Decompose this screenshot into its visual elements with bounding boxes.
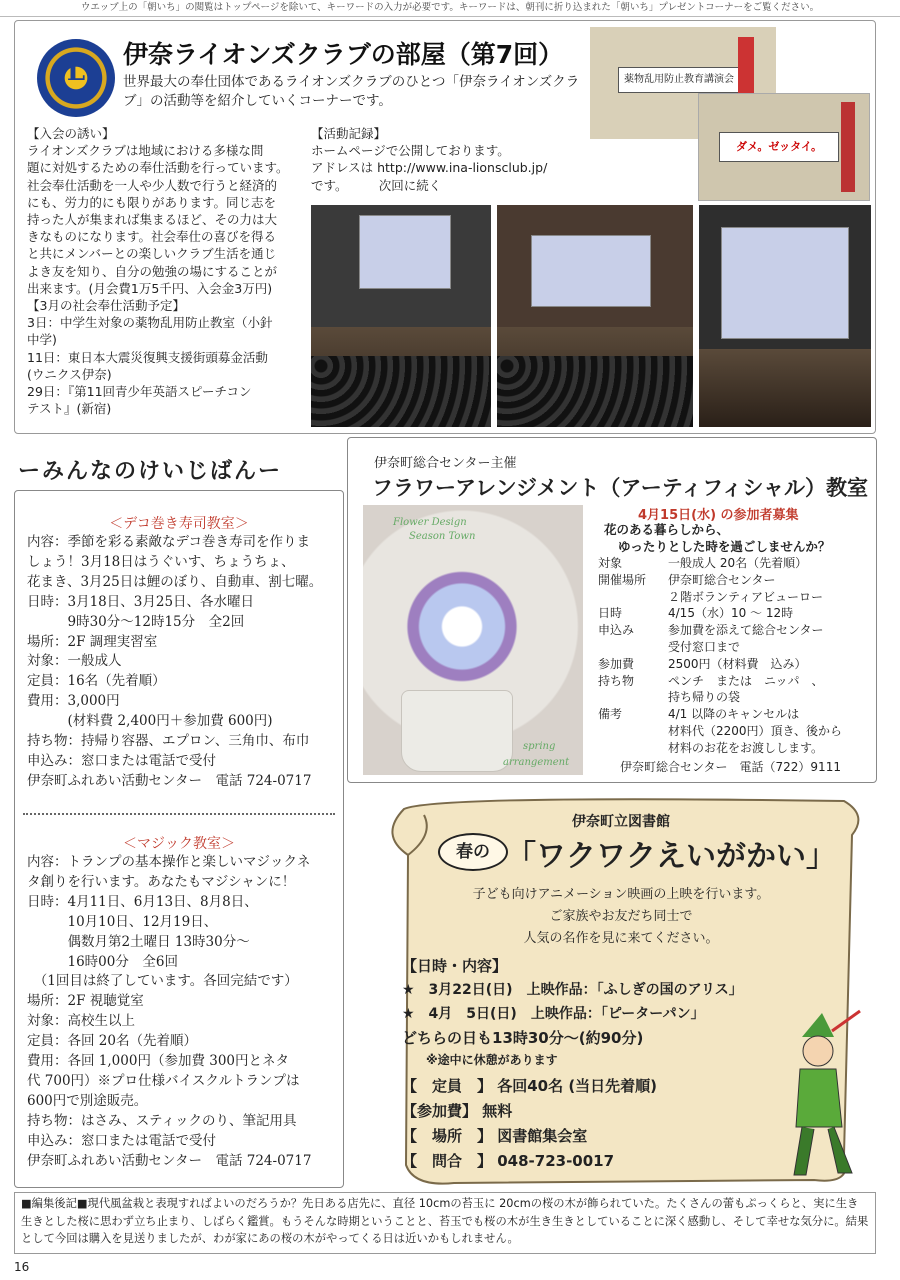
season-badge: 春の [438,833,508,871]
text-line: 場所：2F 視聴覚室 [27,993,144,1010]
detail-value: 一般成人 20名（先着順） [668,556,808,570]
text-line: 中学) [27,332,57,348]
detail-key: 備考 [598,707,623,722]
text-line: 費用：各回 1,000円（参加費 300円とネタ [27,1053,289,1070]
text-line: 内容：季節を彩る素敵なデコ巻き寿司を作りま [27,534,310,550]
text-line: ライオンズクラブは地域における多様な問 [27,143,264,159]
text-line: 600円で別途販売。 [27,1092,148,1109]
detail-key [598,740,668,757]
keijiban-box [14,490,344,1188]
flower-detail-row [598,689,868,706]
flower-detail-row [598,589,868,606]
library-desc-2: ご家族やお友だち同士で [549,909,693,924]
hall-photo-3 [699,205,871,427]
peter-pan-illustration-icon [772,1007,862,1183]
screening-time: どちらの日も13時30分～(約90分) [402,1029,644,1047]
text-line: 定員：16名（先着順） [27,673,166,690]
web-access-note: ウエッブ上の「朝いち」の閲覧はトップページを除いて、キーワードの入力が必要です。キーワードは、朝刊に折り込まれた「朝いち」プレゼントコーナーをご覧ください。 [0,0,900,17]
detail-key [598,689,668,706]
editor-note: ■編集後記■現代風盆栽と表現すればよいのだろうか？先日ある店先に、直径 10cmの苔玉に 20cmの桜の木が飾られていた。たくさんの蕾もぷっくらと、実に生き生きとした桜に思わず立ち止まり、しばらく鑑賞。もうそんな時期ということと、苔玉でも桜の木が生き生きとしていることに深く感動し、そして幸せな気分に。結果として今回は購入を見送りましたが、わが家にあの桜の木がやってくる日は近いかもしれません。 [14,1192,876,1254]
text-line: 伊奈町ふれあい活動センター 電話 724-0717 [27,1152,312,1169]
detail-value: ペンチ または ニッパ 、 [668,673,824,688]
invite-text [27,142,317,297]
flower-recruit: 4月15日(水) の参加者募集 [638,508,799,523]
capacity: 【 定員 】 各回40名 (当日先着順) [402,1077,658,1095]
lions-intro: 世界最大の奉仕団体であるライオンズクラブのひとつ「伊奈ライオンズクラブ」の活動等を紹介していくコーナーです。 [123,74,580,109]
photo-caption-1: Flower Design [393,517,467,528]
text-line: (材料費 2,400円＋参加費 600円) [27,713,273,730]
text-line: 場所：2F 調理実習室 [27,633,158,650]
text-line: 伊奈町ふれあい活動センター 電話 724-0717 [27,772,312,789]
hall-photo-2 [497,205,693,427]
invite-heading: 【入会の誘い】 [27,126,115,141]
flower-detail-row [598,555,868,572]
flower-detail-row [598,706,868,723]
magic-class-text [27,853,337,1172]
text-line: （1回目は終了しています。各回完結です） [27,973,298,990]
flower-detail-row [598,723,868,740]
text-line: 日時：4月11日、6月13日、8月8日、 [27,893,258,910]
banner-sign-2: ダメ。ゼッタイ。 [719,132,839,162]
text-line: (ウニクス伊奈) [27,366,112,382]
text-line: 3日：中学生対象の薬物乱用防止教室（小針 [27,315,273,331]
text-line: にも、労力的にも限りがあります。同じ志を [27,194,277,210]
text-line: よき友を知り、自分の勉強の場にすることが [27,263,278,279]
text-line: テスト』(新宿) [27,401,112,417]
banner-flag-2 [841,102,855,192]
flower-catch-2: ゆったりとした時を過ごしませんか？ [618,539,831,554]
detail-key: 参加費 [598,656,635,671]
photo-caption-2: Season Town [409,531,476,542]
flower-detail-row [598,605,868,622]
separator [23,813,335,815]
lions-left-column [27,125,317,417]
activity-record [311,125,601,194]
text-line: 花まき、3月25日は鯉のぼり、自動車、割七曜。 [27,573,323,590]
text-line: 29日：『第11回青少年英語スピーチコン [27,384,252,400]
contact-phone: 【 問合 】 048-723-0017 [402,1152,615,1170]
detail-key [598,639,668,656]
plan-text [27,314,317,417]
break-note: ※途中に休憩があります [426,1053,558,1067]
flower-arrangement-photo [363,505,583,775]
detail-key: 申込み [598,623,635,638]
text-line: 代 700円）※プロ仕様バイスクルトランプは [27,1072,300,1089]
detail-value: 受付窓口まで [668,639,741,654]
plan-heading: 【3月の社会奉仕活動予定】 [27,298,185,314]
text-line: 日時：3月18日、3月25日、各水曜日 [27,593,255,610]
text-line: 対象：高校生以上 [27,1013,135,1030]
text-line: 内容：トランプの基本操作と楽しいマジックネ [27,854,311,870]
text-line: しょう！3月18日はうぐいす、ちょうちょ、 [27,553,295,570]
screening-1: ★ 3月22日(日) 上映作品：「ふしぎの国のアリス」 [402,982,743,998]
flower-detail-row [598,740,868,757]
text-line: 対象：一般成人 [27,653,122,670]
banner-sign-1: 薬物乱用防止教育講演会 [618,67,740,93]
text-line: 定員：各回 20名（先着順） [27,1033,197,1050]
text-line: 10月10日、12月19日、 [27,913,218,930]
text-line: 申込み：窓口または電話で受付 [27,1132,216,1149]
detail-value: 持ち帰りの袋 [668,690,741,705]
flower-detail-row [598,673,868,690]
detail-value: 4/15（水）10 ～ 12時 [668,606,794,621]
text-line: 申込み：窓口または電話で受付 [27,752,216,769]
record-heading: 【活動記録】 [311,126,387,141]
place: 【 場所 】 図書館集会室 [402,1127,588,1145]
text-line: 題に対処するための奉仕活動を行っています。 [27,160,289,176]
sushi-class-heading: ＜デコ巻き寿司教室＞ [109,516,249,532]
fee: 【参加費】 無料 [402,1102,513,1120]
text-line: 16時00分 全6回 [27,953,178,970]
text-line: タ創りを行います。あなたもマジシャンに！ [27,873,296,890]
flower-detail-row [598,656,868,673]
keijiban-title: ーみんなのけいじばんー [18,459,283,484]
text-line: 持った人が集まれば集まるほど、その力は大 [27,212,278,228]
sushi-class-text [27,533,337,792]
text-line: きなものになります。社会奉仕の喜びを得る [27,229,277,245]
flower-detail-row [598,572,868,589]
record-text [311,142,601,194]
text-line: と共にメンバーとの楽しいクラブ生活を通じ [27,246,277,262]
hall-photo-1 [311,205,491,427]
text-line: 偶数月第2土曜日 13時30分～ [27,933,250,950]
photo-caption-4: arrangement [503,757,570,768]
photo-caption-3: spring [523,741,556,752]
detail-value: ２階ボランティアビューロー [668,589,824,604]
text-line: 費用：3,000円 [27,693,120,710]
flower-sponsor: 伊奈町総合センター主催 [374,456,517,471]
detail-value: 材料代（2200円）頂き、後から [668,723,843,738]
schedule-heading: 【日時・内容】 [402,957,508,975]
flower-details [598,555,868,757]
detail-value: 4/1 以降のキャンセルは [668,707,800,722]
flower-catch-1: 花のある暮らしから、 [604,522,730,537]
magic-class-heading: ＜マジック教室＞ [123,836,235,852]
detail-value: 2500円（材料費 込み） [668,656,807,671]
library-movie-section [374,795,868,1190]
movie-event-title: 「ワクワクえいがかい」 [506,839,836,874]
text-line: 出来ます。(月会費1万5千円、入会金3万円) [27,280,273,296]
detail-key: 対象 [598,556,623,570]
text-line: 持ち物：はさみ、スティックのり、筆記用具 [27,1112,297,1129]
text-line: アドレスは http://www.ina-lionsclub.jp/ [311,160,548,176]
detail-key: 持ち物 [598,673,635,688]
flower-detail-row [598,622,868,639]
text-line: 社会奉仕活動を一人や少人数で行うと経済的 [27,177,278,193]
detail-key [598,589,668,606]
lions-club-section [14,20,876,434]
campaign-banner-photo [698,93,870,201]
text-line: ホームページで公開しております。 [311,143,510,159]
lions-title: 伊奈ライオンズクラブの部屋（第7回） [123,40,564,69]
flower-contact: 伊奈町総合センター 電話（722）9111 [620,760,841,774]
detail-value: 伊奈町総合センター [668,572,776,587]
text-line: 9時30分～12時15分 全2回 [27,613,245,630]
page-number: 16 [14,1260,30,1274]
text-line: です。 次回に続く [311,177,442,193]
library-desc-3: 人気の名作を見に来てください。 [523,931,719,946]
flower-vase [401,690,513,772]
lions-logo-letter: L [66,57,86,87]
detail-value: 材料のお花をお渡しします。 [668,740,824,755]
detail-value: 参加費を添えて総合センター [668,623,824,638]
library-desc-1: 子ども向けアニメーション映画の上映を行います。 [472,887,770,902]
flower-title: フラワーアレンジメント（アーティフィシャル）教室 [372,476,869,500]
detail-key: 開催場所 [598,572,647,587]
library-name: 伊奈町立図書館 [572,814,670,830]
flower-detail-row [598,639,868,656]
text-line: 11日：東日本大震災復興支援街頭募金活動 [27,349,268,365]
text-line: 持ち物：持帰り容器、エプロン、三角巾、布巾 [27,733,310,750]
screening-2: ★ 4月 5日(日) 上映作品：「ピーターパン」 [402,1006,705,1022]
detail-key [598,723,668,740]
detail-key: 日時 [598,606,623,621]
